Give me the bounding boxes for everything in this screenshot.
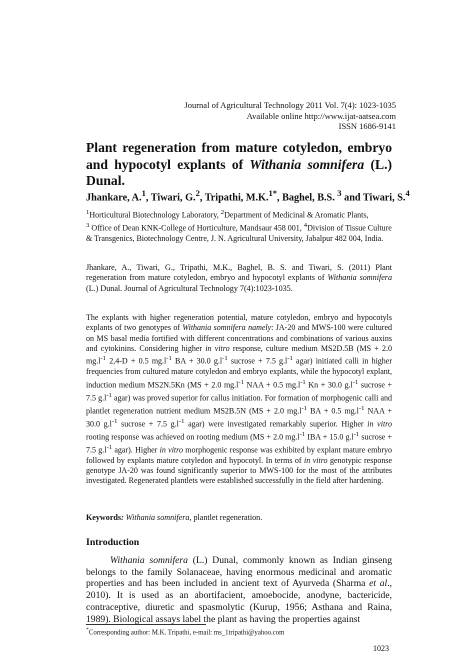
abstract-sup: -1 [106,443,113,451]
author-name: Tripathi, M.K. [204,192,269,204]
abstract-text: rooting response was achieved on rooting medium (MS + 2.0 mg.l [86,432,300,442]
abstract-sup: -1 [352,378,359,386]
abstract [86,313,392,487]
journal-citation-line: Journal of Agricultural Technology 2011 Vol. 7(4): 1023-1035 [184,100,396,110]
intro-etal: et al [369,578,388,590]
keywords-rest: , plantlet regeneration. [189,513,263,522]
journal-issn-line: ISSN 1686-9141 [338,121,396,132]
author-sup: 2 [195,188,200,198]
introduction-heading: Introduction [86,537,140,548]
citation-text: (L.) Dunal. Journal of Agricultural Technology 7(4):1023-1035. [86,283,293,293]
abstract-text: NAA + 30.0 g.l [86,406,393,429]
footnote [86,627,284,636]
abstract-text: agar). Higher [112,445,160,455]
abstract-sup: -1 [166,355,172,363]
abstract-text: agar) was proved superior for callus initiation. For formation of morphogenic calli and plantlet regeneration nutrient medium MS2B.5N (MS + 2.0 mg.l [86,393,392,416]
affiliation-sup: 3 [86,221,90,229]
abstract-italic: in vitro [304,455,328,465]
footnote-divider [86,624,206,625]
journal-header [184,100,396,132]
affiliations [86,208,392,244]
keywords-label: Keywords [86,513,122,522]
affiliation-text: Office of Dean KNK-College of Horticulture, Mandsaur 458 001, [89,223,304,233]
title-part2: (L.) Dunal. [86,156,393,188]
citation-species: Withania somnifera [327,273,392,283]
abstract-text: NAA + 0.5 mg.l [243,380,301,390]
abstract-sup: -1 [111,417,118,425]
author-name: Tiwari, S. [362,192,406,204]
abstract-sup: -1 [100,355,106,363]
title-species: Withania somnifera [249,156,365,172]
author-sup: 3 [337,188,342,198]
abstract-text: sucrose + 7.5 g.l [86,380,392,403]
intro-species: Withania somnifera [110,555,188,566]
abstract-sup: -1 [106,391,112,399]
abstract-text: sucrose + 7.5 g.l [227,357,288,367]
paper-title [86,140,392,190]
introduction-paragraph [86,555,392,625]
affiliation-text: Department of Medicinal & Aromatic Plants, [224,210,369,220]
keywords-line [86,513,392,522]
abstract-text: BA + 0.5 mg.l [307,406,359,416]
abstract-text: The explants with higher regeneration potential, mature cotyledon, embryo and hypocotyls explants of two genotypes of [86,313,392,333]
abstract-text: agar) were investigated remarkably superior. Higher [184,419,368,429]
page-number: 1023 [373,644,389,653]
abstract-italic: in vitro [205,344,230,354]
footnote-sup: * [86,627,89,633]
abstract-text: sucrose + 7.5 g.l [117,419,179,429]
intro-text: ., 2010). It is used as an abortifacient, amoebocide, anodyne, bactericide, contraceptive, diuretic and spasmolytic (Kurup, 1956; Asthana and Raina, 1989). Biological assays label the plant as having the properties against [86,578,392,625]
author-sup: 1* [268,188,277,198]
abstract-text: 2,4-D + 0.5 mg.l [106,357,167,367]
abstract-sup: -1 [287,355,293,363]
abstract-sup: -1 [178,417,185,425]
abstract-text: Kn + 30.0 g.l [305,380,353,390]
abstract-sup: -1 [301,404,308,412]
abstract-text: agar) initiated calli in higher frequencies from cultured mature cotyledon and embryo explants, while the hypocotyl explant, induction medium MS2N.5Kn (MS + 2.0 mg.l [86,357,393,390]
abstract-sup: -1 [222,355,228,363]
footnote-text: Corresponding author: M.K. Tripathi, e-mail: ms_1tripathi@yahoo.com [88,629,285,637]
abstract-italic: in vitro [367,419,392,429]
keywords-species: Withania somnifera [125,513,190,522]
affiliation-sup: 4 [303,221,308,229]
abstract-text: : JA-20 and MWS-100 were cultured on MS basal media fortified with different concentrations and combinations of various auxins and cytokinins. Considering higher [86,323,392,354]
abstract-italic: in vitro [159,445,183,455]
author-list: Jhankare, A.$^1$, Tiwari, G.$^2$, Tripathi, M.K.$^{1*}$, Baghel, B.S. $^3$ and Tiwari, S.$^4$ [86,188,410,204]
abstract-text: IBA + 15.0 g.l [305,432,354,442]
author-sup: 4 [405,188,410,198]
citation-text: Jhankare, A., Tiwari, G., Tripathi, M.K., Baghel, B. S. and Tiwari, S. (2011) Plant regeneration from mature cotyledon, embryo and hypocotyl explants of [86,263,392,283]
abstract-italic: Withania somnifera namely [182,323,272,333]
abstract-sup: -1 [238,378,244,386]
author-sup: 1 [141,188,146,198]
affiliation-text: Division of Tissue Culture & Transgenics, Biotechnology Centre, J. N. Agricultural University, Jabalpur 482 004, India. [86,223,392,243]
abstract-sup: -1 [300,378,306,386]
citation-paragraph [86,263,392,294]
abstract-text: morphogenic response was exhibited by explant mature embryo followed by explants mature cotyledon and hypocotyl. In terms of [86,445,392,465]
abstract-sup: -1 [358,404,365,412]
intro-text: (L.) Dunal, commonly known as Indian ginseng belongs to the family Solanaceae, having enormous medicinal and aromatic properties and has been included in ancient text of Ayurveda (Sharma [86,555,393,590]
author-name: Tiwari, G. [150,192,196,204]
title-part1: Plant regeneration from mature cotyledon, embryo and hypocotyl explants of [86,140,392,172]
affiliation-sup: 2 [220,209,225,216]
author-name: Jhankare, A. [86,192,142,204]
abstract-text: response, culture medium MS2D.5B (MS + 2.0 mg.l [86,344,392,367]
abstract-sup: -1 [353,430,360,438]
author-name: Baghel, B.S. [282,192,335,204]
abstract-text: BA + 30.0 g.l [171,357,223,367]
abstract-text: genotypic response genotype JA-20 was found significantly superior to MWS-100 for the most of the attributes investigated. Regenerated plantlets were established successfully in the field after hardening. [86,455,392,486]
affiliation-sup: 1 [86,209,90,216]
keywords-colon: : [121,513,126,522]
abstract-sup: -1 [299,430,306,438]
affiliation-text: Horticultural Biotechnology Laboratory, [89,210,221,220]
journal-url-line: Available online http://www.ijat-aatsea.com [246,110,396,121]
abstract-text: sucrose + 7.5 g.l [86,432,392,455]
